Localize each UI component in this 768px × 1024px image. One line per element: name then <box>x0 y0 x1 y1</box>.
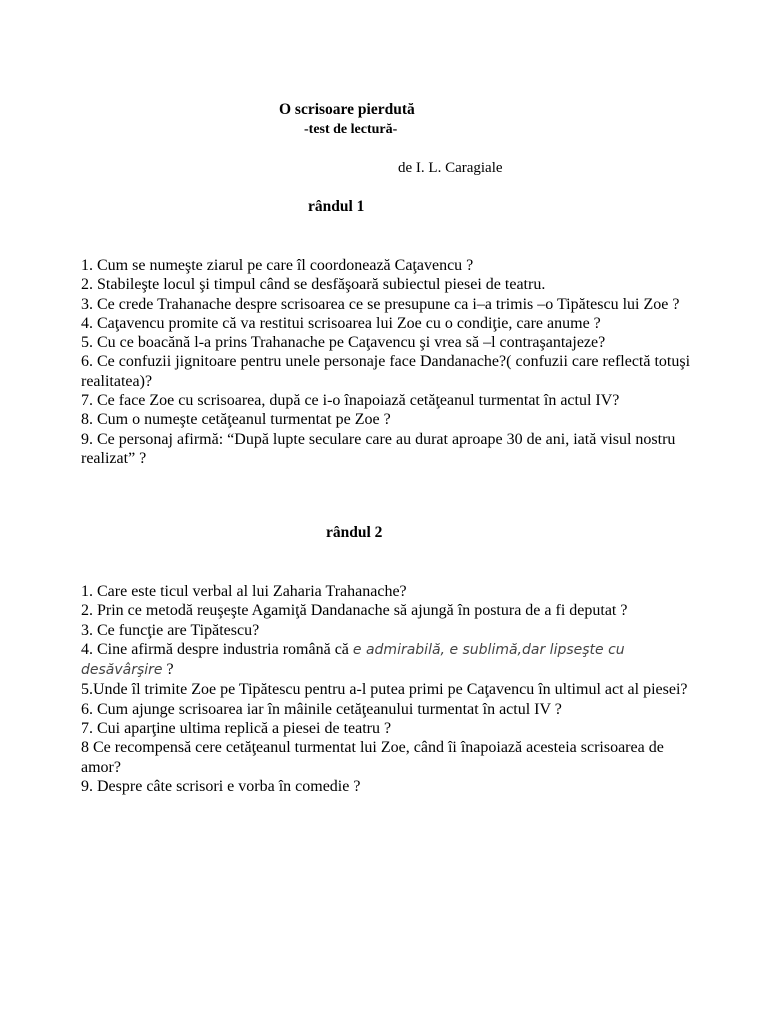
document-title: O scrisoare pierdută <box>279 101 415 118</box>
question-item: 1. Care este ticul verbal al lui Zaharia Trahanache? <box>81 583 407 600</box>
round-1-heading: rândul 1 <box>308 198 365 215</box>
question-item: 5. Cu ce boacănă l-a prins Trahanache pe Caţavencu şi vrea să –l contraşantajeze? <box>81 334 606 352</box>
question-item: 9. Ce personaj afirmă: “După lupte seculare care au durat aproape 30 de ani, iată visul nostru realizat” ? <box>81 430 676 467</box>
quoted-phrase: e admirabilă, e sublimă,dar lipseşte cu desăvârşire <box>81 641 625 679</box>
round-2-question-list <box>81 582 701 796</box>
question-item: 6. Ce confuzii jignitoare pentru unele personaje face Dandanache?( confuzii care reflectă totuşi realitatea)? <box>81 353 691 390</box>
question-item: 2. Prin ce metodă reuşeşte Agamiţă Dandanache să ajungă în postura de a fi deputat ? <box>81 602 628 620</box>
question-item: 7. Cui aparţine ultima replică a piesei de teatru ? <box>81 720 392 738</box>
document-subtitle: -test de lectură- <box>304 122 398 137</box>
question-item: 8 Ce recompensă cere cetăţeanul turmentat lui Zoe, când îi înapoiază acesteia scrisoarea de amor? <box>81 739 664 776</box>
round-2-heading: rândul 2 <box>326 524 383 541</box>
question-item: 9. Despre câte scrisori e vorba în comedie ? <box>81 777 361 795</box>
document-author: de I. L. Caragiale <box>398 160 503 176</box>
question-item: 7. Ce face Zoe cu scrisoarea, după ce i-o înapoiază cetăţeanul turmentat în actul IV? <box>81 392 620 410</box>
question-item: 6. Cum ajunge scrisoarea iar în mâinile cetăţeanului turmentat în actul IV ? <box>81 700 562 718</box>
question-text: 4. Cine afirmă despre industria română că <box>81 640 353 658</box>
question-item: 5.Unde îl trimite Zoe pe Tipătescu pentru a-l putea primi pe Caţavencu în ultimul act al piesei? <box>81 681 688 699</box>
question-item: 4. Caţavencu promite că va restitui scrisoarea lui Zoe cu o condiţie, care anume ? <box>81 314 601 332</box>
question-item <box>81 640 701 681</box>
question-text: ? <box>162 661 174 679</box>
question-item: 1. Cum se numeşte ziarul pe care îl coordonează Caţavencu ? <box>81 257 474 274</box>
question-item: 3. Ce funcţie are Tipătescu? <box>81 621 260 639</box>
question-item: 2. Stabileşte locul şi timpul când se desfăşoară subiectul piesei de teatru. <box>81 276 546 294</box>
question-item: 3. Ce crede Trahanache despre scrisoarea ce se presupune ca i–a trimis –o Tipătescu lui Zoe ? <box>81 295 680 313</box>
question-item: 8. Cum o numeşte cetăţeanul turmentat pe Zoe ? <box>81 411 391 429</box>
round-1-question-list <box>81 256 701 468</box>
